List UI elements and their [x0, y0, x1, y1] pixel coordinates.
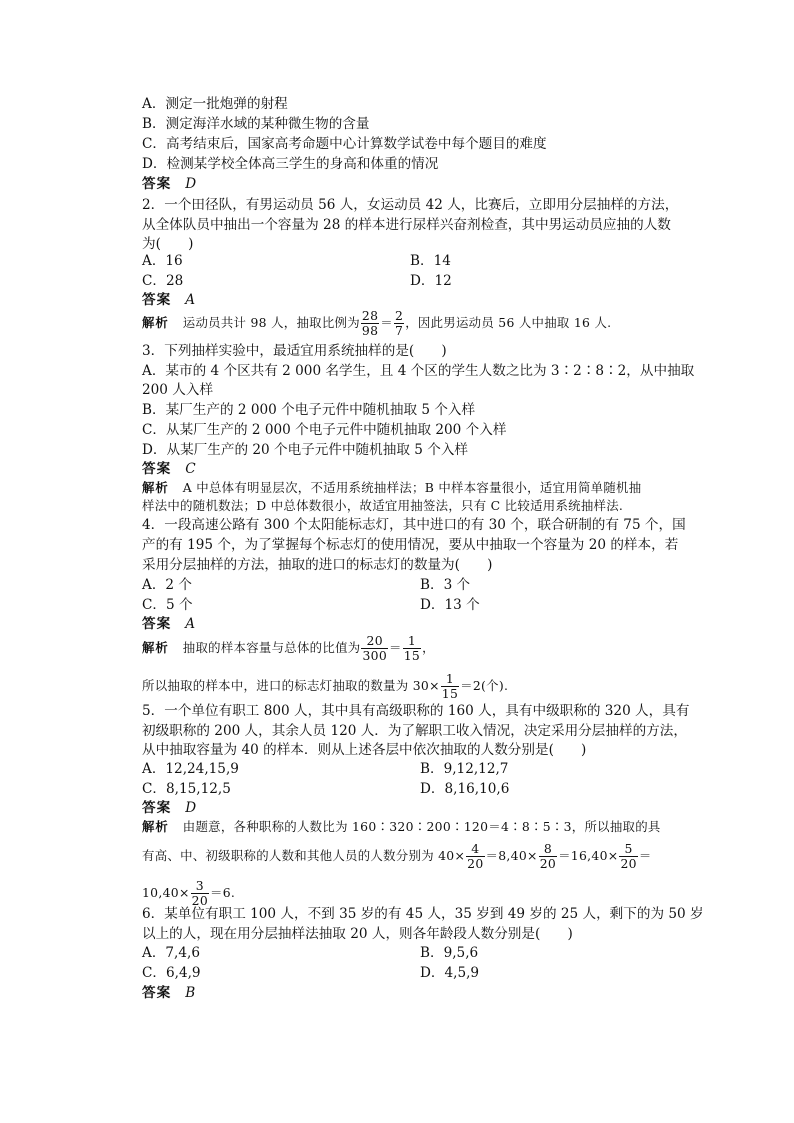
q3-option-c: C．从某厂生产的 2 000 个电子元件中随机抽取 200 个入样: [142, 422, 507, 438]
q2-option-c: C．28: [142, 273, 184, 289]
q2-option-b: B．14: [410, 253, 451, 269]
q4-stem-line-3: 采用分层抽样的方法，抽取的进口的标志灯的数量为( ): [142, 557, 493, 573]
q2-stem-line-1: 2．一个田径队，有男运动员 56 人，女运动员 42 人，比赛后，立即用分层抽样的方法，: [142, 197, 679, 213]
q1-option-d: D．检测某学校全体高三学生的身高和体重的情况: [142, 156, 439, 172]
fraction: $\frac{5}{20}$: [620, 841, 637, 871]
analysis-text: 抽取的样本容量与总体的比值为: [182, 640, 361, 655]
analysis-text: 由题意，各种职称的人数比为 160∶320∶200∶120＝4∶8∶5∶3，所以抽取的具: [182, 819, 661, 834]
q2-stem-line-3: 为( ): [142, 236, 194, 252]
fraction: $\frac{4}{20}$: [467, 841, 484, 871]
answer-value: A: [185, 292, 196, 308]
q6-option-a: A．7,4,6: [142, 945, 200, 961]
answer-label: 答案: [142, 800, 172, 816]
q3-analysis-line-1: [142, 479, 641, 497]
q6-option-b: B．9,5,6: [420, 945, 479, 961]
analysis-label: 解析: [142, 315, 169, 330]
q5-stem-line-3: 从中抽取容量为 40 的样本．则从上述各层中依次抽取的人数分别是( ): [142, 742, 587, 758]
q4-stem-line-2: 产的有 195 个，为了掌握每个标志灯的使用情况，要从中抽取一个容量为 20 的样本，若: [142, 537, 679, 553]
q1-option-a: A．测定一批炮弹的射程: [142, 96, 288, 112]
q4-stem-line-1: 4．一段高速公路有 300 个太阳能标志灯，其中进口的有 30 个，联合研制的有 75 个，国: [142, 517, 686, 533]
answer-label: 答案: [142, 616, 172, 632]
q6-stem-line-2: 以上的人，现在用分层抽样法抽取 20 人，则各年龄段人数分别是( ): [142, 926, 573, 942]
answer-label: 答案: [142, 292, 172, 308]
q3-option-b: B．某厂生产的 2 000 个电子元件中随机抽取 5 个入样: [142, 402, 476, 418]
fraction: $\frac{1}{15}$: [441, 671, 459, 701]
answer-label: 答案: [142, 461, 172, 477]
q5-stem-line-2: 初级职称的 200 人，其余人员 120 人．为了解职工收入情况，决定采用分层抽样的方法，: [142, 723, 687, 739]
q6-option-d: D．4,5,9: [420, 965, 480, 981]
q4-answer: [142, 615, 195, 633]
q3-stem: 3．下列抽样实验中，最适宜用系统抽样的是( ): [142, 343, 447, 359]
q5-analysis-line-3: 10,40× $\frac{3}{20}$ ＝6.: [142, 878, 236, 908]
q5-analysis-line-2: 有高、中、初级职称的人数和其他人员的人数分别为 40× $\frac{4}{20}$ ＝8,40× $\frac{8}{20}$ ＝16,40× $\frac{5}{20}$ ＝: [142, 841, 652, 871]
answer-label: 答案: [142, 176, 172, 192]
q4-option-d: D．13 个: [420, 597, 480, 613]
q3-option-a-line-2: 200 人入样: [142, 382, 214, 398]
answer-value: D: [185, 176, 197, 192]
q6-answer: [142, 984, 195, 1002]
q1-option-c: C．高考结束后，国家高考命题中心计算数学试卷中每个题目的难度: [142, 136, 547, 152]
q2-option-d: D．12: [410, 273, 452, 289]
fraction: $\frac{3}{20}$: [191, 878, 209, 908]
fraction: $\frac{1}{15}$: [403, 633, 421, 663]
analysis-text: 所以抽取的样本中，进口的标志灯抽取的数量为 30×: [142, 678, 440, 693]
answer-value: A: [185, 616, 196, 632]
answer-label: 答案: [142, 985, 172, 1001]
q2-option-a: A．16: [142, 253, 183, 269]
q5-stem-line-1: 5．一个单位有职工 800 人，其中具有高级职称的 160 人，具有中级职称的 320 人，具有: [142, 703, 690, 719]
analysis-label: 解析: [142, 640, 169, 655]
q5-analysis-line-1: [142, 818, 661, 836]
q6-stem-line-1: 6．某单位有职工 100 人，不到 35 岁的有 45 人，35 岁到 49 岁的 25 人，剩下的为 50 岁: [142, 906, 704, 922]
q3-answer: [142, 460, 196, 478]
q1-option-b: B．测定海洋水域的某种微生物的含量: [142, 116, 370, 132]
q6-option-c: C．6,4,9: [142, 965, 201, 981]
q5-answer: [142, 799, 196, 817]
answer-value: B: [185, 985, 196, 1001]
q5-option-b: B．9,12,12,7: [420, 761, 509, 777]
answer-value: D: [185, 800, 197, 816]
analysis-text: ，因此男运动员 56 人中抽取 16 人.: [405, 315, 612, 330]
q4-analysis-line-2: 所以抽取的样本中，进口的标志灯抽取的数量为 30× $\frac{1}{15}$ ＝2(个).: [142, 671, 509, 701]
q5-option-c: C．8,15,12,5: [142, 781, 231, 797]
q2-answer: [142, 291, 195, 309]
fraction: $\frac{28}{98}$: [361, 308, 379, 338]
q4-option-a: A．2 个: [142, 577, 192, 593]
q4-option-c: C．5 个: [142, 597, 193, 613]
analysis-text: 运动员共计 98 人，抽取比例为: [182, 315, 360, 330]
analysis-text: 10,40×: [142, 885, 190, 900]
q3-option-a-line-1: A．某市的 4 个区共有 2 000 名学生，且 4 个区的学生人数之比为 3∶2∶8∶2，从中抽取: [142, 363, 695, 379]
q4-option-b: B．3 个: [420, 577, 471, 593]
analysis-text: 有高、中、初级职称的人数和其他人员的人数分别为 40×: [142, 848, 466, 863]
q3-analysis-line-2: 样法中的随机数法；D 中总体数很小，故适宜用抽签法，只有 C 比较适用系统抽样法.: [142, 498, 624, 513]
q3-option-d: D．从某厂生产的 20 个电子元件中随机抽取 5 个入样: [142, 442, 469, 458]
analysis-label: 解析: [142, 819, 169, 834]
analysis-text: A 中总体有明显层次，不适用系统抽样法；B 中样本容量很小，适宜用简单随机抽: [182, 480, 642, 495]
q2-stem-line-2: 从全体队员中抽出一个容量为 28 的样本进行尿样兴奋剂检查，其中男运动员应抽的人数: [142, 217, 671, 233]
q5-option-a: A．12,24,15,9: [142, 761, 239, 777]
q4-analysis-line-1: 解析 抽取的样本容量与总体的比值为 $\frac{20}{300}$ ＝ $\frac{1}{15}$ ，: [142, 633, 435, 663]
analysis-label: 解析: [142, 480, 169, 495]
q5-option-d: D．8,16,10,6: [420, 781, 510, 797]
fraction: $\frac{2}{7}$: [395, 308, 404, 338]
fraction: $\frac{8}{20}$: [539, 841, 557, 871]
fraction: $\frac{20}{300}$: [362, 633, 388, 663]
q1-answer: [142, 175, 196, 193]
answer-value: C: [185, 461, 196, 477]
q2-analysis: 解析 运动员共计 98 人，抽取比例为 $\frac{28}{98}$ ＝ $\frac{2}{7}$ ，因此男运动员 56 人中抽取 16 人.: [142, 308, 612, 338]
